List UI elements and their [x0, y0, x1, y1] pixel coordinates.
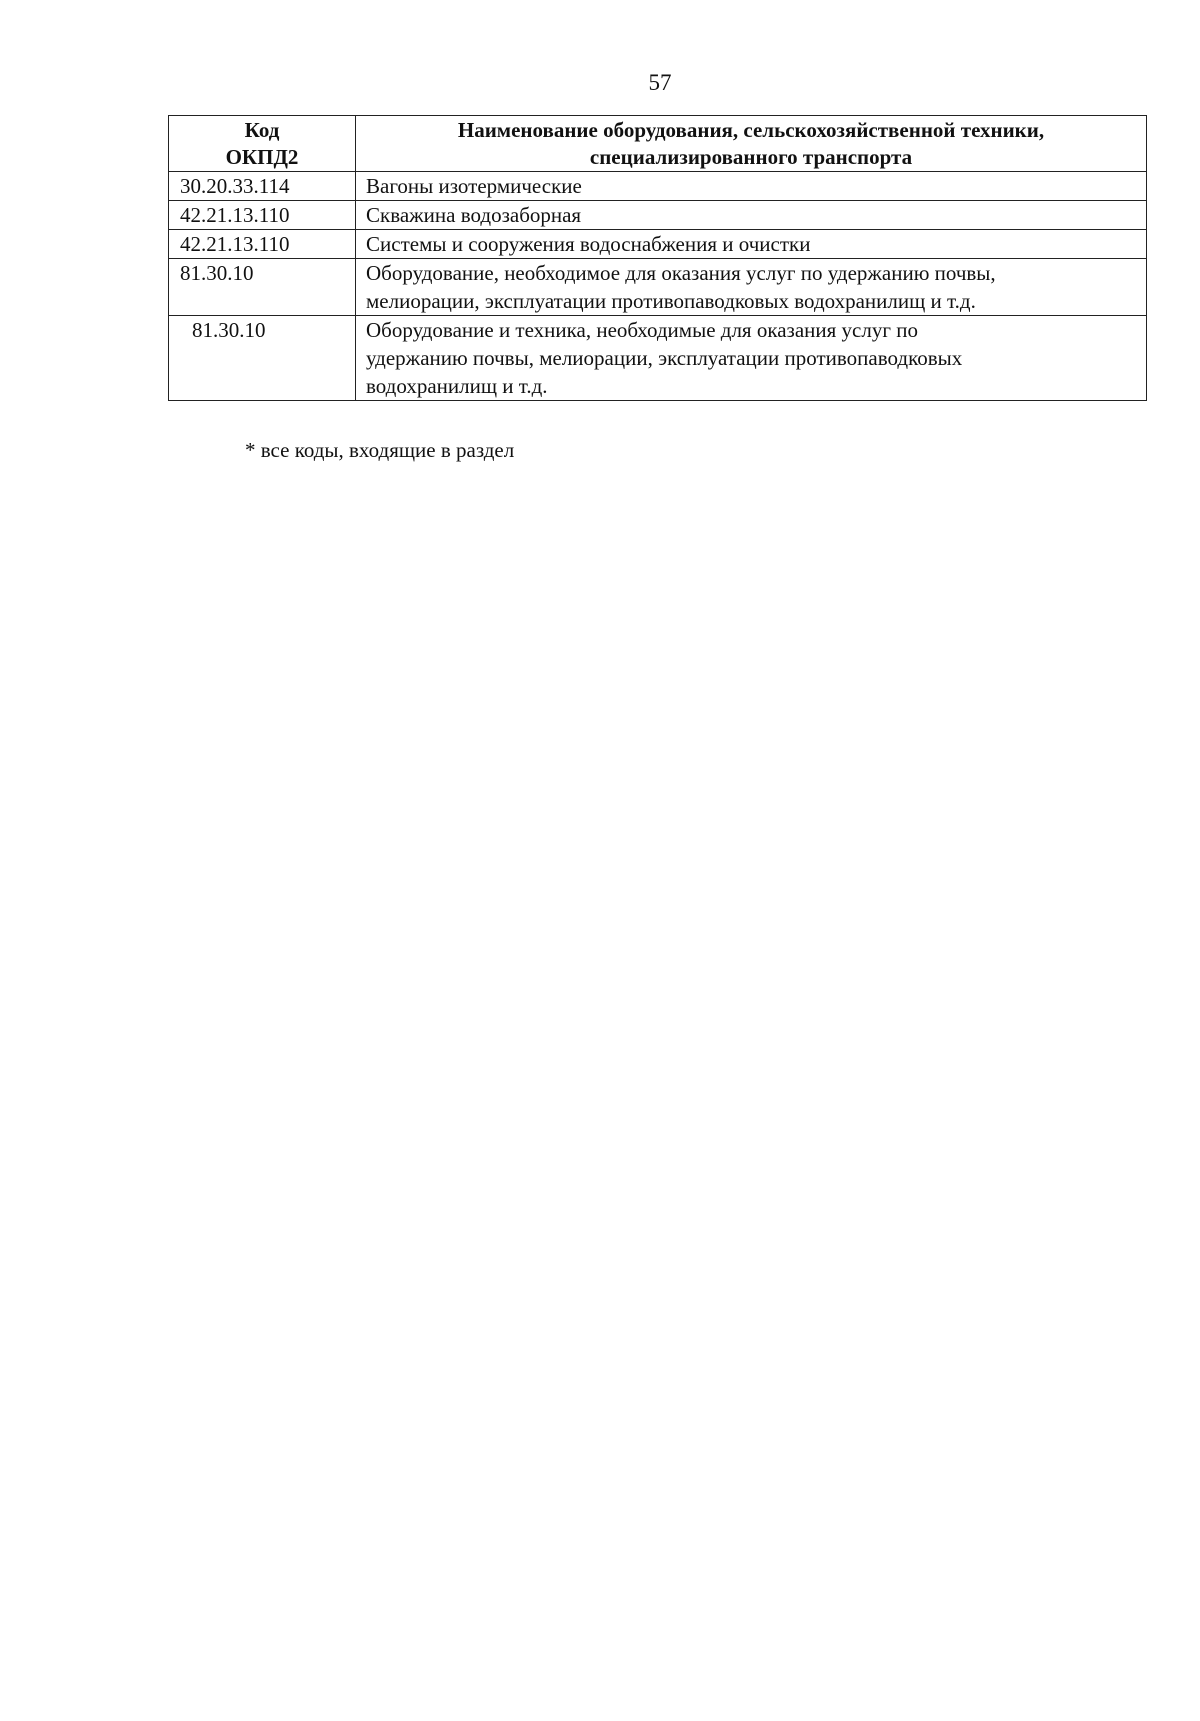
page-number: 57: [648, 70, 672, 95]
code-cell: 30.20.33.114: [169, 172, 356, 201]
footnote: * все коды, входящие в раздел: [245, 438, 515, 462]
name-line: мелиорации, эксплуатации противопаводковых водохранилищ и т.д.: [366, 289, 976, 313]
code-cell: 42.21.13.110: [169, 201, 356, 230]
code-header-line1: Код: [244, 118, 280, 142]
table-row: [169, 230, 1147, 259]
name-header-line2: специализированного транспорта: [589, 145, 913, 169]
code-header-line2: ОКПД2: [225, 145, 299, 169]
code-cell: 42.21.13.110: [169, 230, 356, 259]
name-line: Оборудование, необходимое для оказания услуг по удержанию почвы,: [366, 261, 996, 285]
name-cell: [356, 201, 1147, 230]
name-line: водохранилищ и т.д.: [366, 374, 548, 398]
name-line: Скважина водозаборная: [366, 203, 582, 227]
name-line: Оборудование и техника, необходимые для оказания услуг по: [366, 318, 918, 342]
equipment-table: [168, 115, 1147, 401]
table-header-row: [169, 116, 1147, 172]
table-row: [169, 316, 1147, 401]
name-cell: [356, 172, 1147, 201]
name-line: удержанию почвы, мелиорации, эксплуатации противопаводковых: [366, 346, 963, 370]
name-cell: [356, 259, 1147, 316]
code-column-header: [169, 116, 356, 172]
name-cell: [356, 316, 1147, 401]
name-column-header: [356, 116, 1147, 172]
code-cell: 81.30.10: [169, 316, 356, 401]
table-row: [169, 259, 1147, 316]
name-header-line1: Наименование оборудования, сельскохозяйственной техники,: [457, 118, 1045, 142]
name-line: Вагоны изотермические: [366, 174, 582, 198]
name-line: Системы и сооружения водоснабжения и очистки: [366, 232, 811, 256]
code-cell: 81.30.10: [169, 259, 356, 316]
table-row: [169, 201, 1147, 230]
name-cell: [356, 230, 1147, 259]
table-row: [169, 172, 1147, 201]
